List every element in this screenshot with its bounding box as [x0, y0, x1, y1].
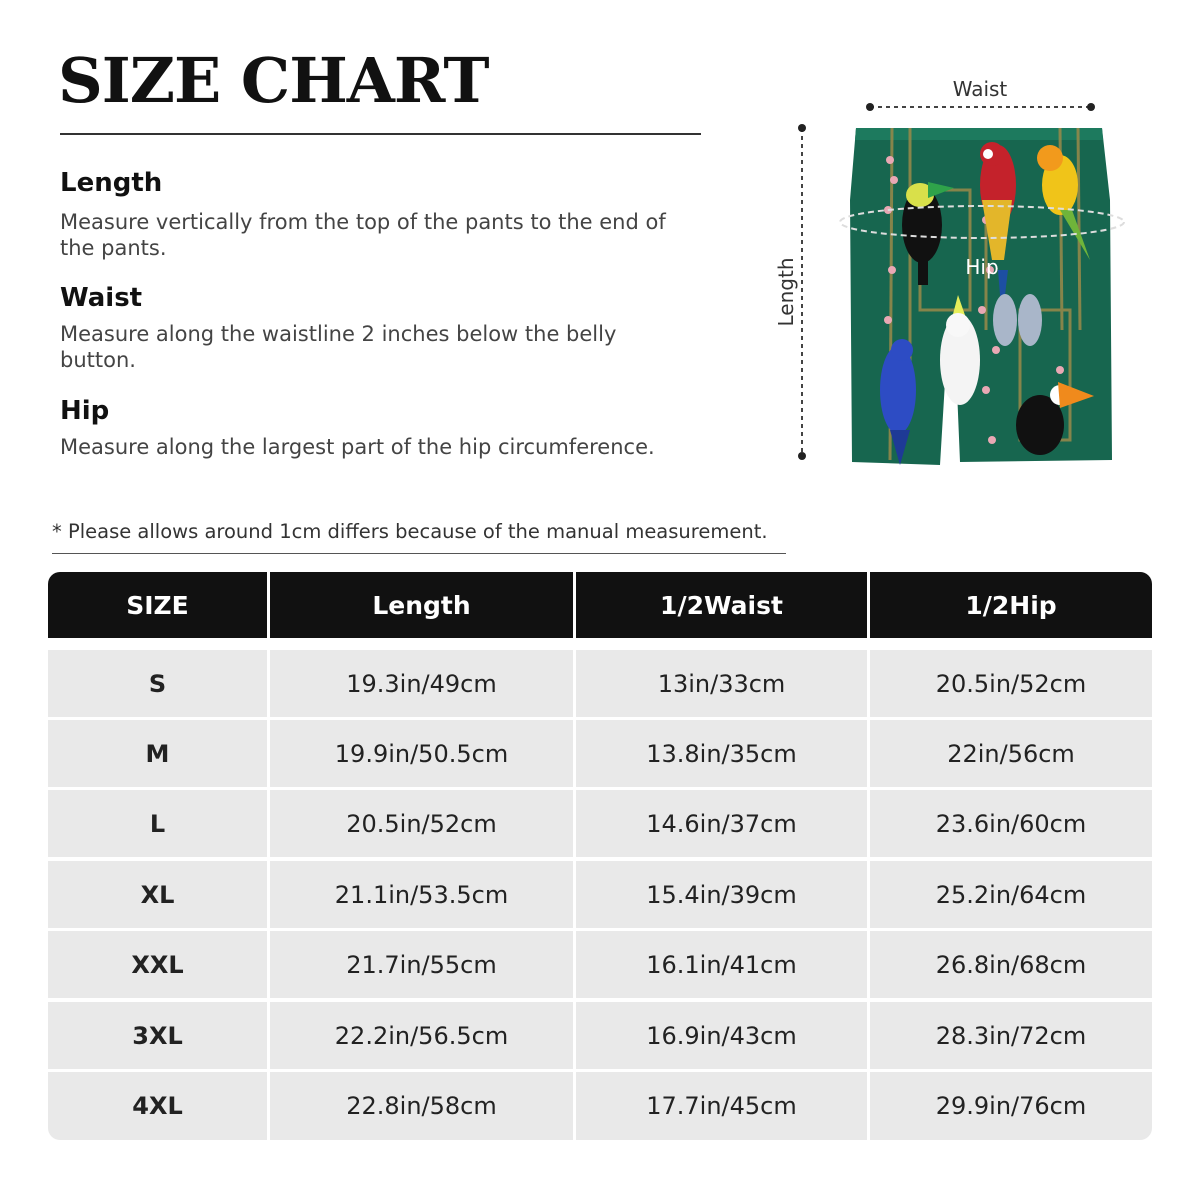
waist-measure-line	[866, 103, 1095, 111]
table-header-row	[48, 572, 1152, 638]
waist-cell: 14.6in/37cm	[576, 790, 867, 857]
size-cell: XXL	[48, 931, 267, 998]
length-heading: Length	[60, 168, 163, 198]
length-cell: 20.5in/52cm	[270, 790, 573, 857]
table-row	[48, 790, 1152, 857]
header-length: Length	[270, 572, 573, 638]
length-cell: 22.8in/58cm	[270, 1072, 573, 1140]
header-half-hip: 1/2Hip	[870, 572, 1152, 638]
hip-heading: Hip	[60, 396, 110, 426]
length-cell: 21.7in/55cm	[270, 931, 573, 998]
size-cell: L	[48, 790, 267, 857]
hip-cell: 29.9in/76cm	[870, 1072, 1152, 1140]
table-row	[48, 861, 1152, 928]
waist-cell: 16.1in/41cm	[576, 931, 867, 998]
hip-cell: 28.3in/72cm	[870, 1002, 1152, 1069]
hip-cell: 20.5in/52cm	[870, 650, 1152, 717]
length-cell: 19.9in/50.5cm	[270, 720, 573, 787]
waist-heading: Waist	[60, 283, 143, 313]
title-divider	[60, 133, 701, 135]
note-divider	[52, 553, 786, 554]
length-description: Measure vertically from the top of the pants to the end of the pants.	[60, 210, 666, 260]
page-title: SIZE CHART	[58, 44, 489, 117]
table-row	[48, 1002, 1152, 1069]
hip-cell: 26.8in/68cm	[870, 931, 1152, 998]
table-row	[48, 1072, 1152, 1140]
hip-label: Hip	[965, 255, 999, 279]
measurement-note: * Please allows around 1cm differs because of the manual measurement.	[52, 520, 768, 543]
hip-cell: 25.2in/64cm	[870, 861, 1152, 928]
shorts-illustration	[850, 128, 1112, 465]
header-size: SIZE	[48, 572, 267, 638]
table-row	[48, 931, 1152, 998]
size-cell: M	[48, 720, 267, 787]
size-cell: 4XL	[48, 1072, 267, 1140]
waist-cell: 13.8in/35cm	[576, 720, 867, 787]
size-cell: XL	[48, 861, 267, 928]
waist-cell: 15.4in/39cm	[576, 861, 867, 928]
hip-cell: 22in/56cm	[870, 720, 1152, 787]
size-cell: S	[48, 650, 267, 717]
waist-cell: 13in/33cm	[576, 650, 867, 717]
length-cell: 22.2in/56.5cm	[270, 1002, 573, 1069]
length-cell: 21.1in/53.5cm	[270, 861, 573, 928]
waist-cell: 17.7in/45cm	[576, 1072, 867, 1140]
hip-description: Measure along the largest part of the hip circumference.	[60, 435, 655, 459]
length-label: Length	[774, 257, 798, 327]
waist-description: Measure along the waistline 2 inches below the belly button.	[60, 322, 617, 372]
size-cell: 3XL	[48, 1002, 267, 1069]
size-table	[48, 572, 1152, 1140]
table-row	[48, 650, 1152, 717]
length-measure-line	[798, 124, 806, 460]
header-half-waist: 1/2Waist	[576, 572, 867, 638]
shorts-diagram	[760, 70, 1160, 490]
table-row	[48, 720, 1152, 787]
length-cell: 19.3in/49cm	[270, 650, 573, 717]
waist-label: Waist	[952, 77, 1008, 101]
hip-cell: 23.6in/60cm	[870, 790, 1152, 857]
waist-cell: 16.9in/43cm	[576, 1002, 867, 1069]
